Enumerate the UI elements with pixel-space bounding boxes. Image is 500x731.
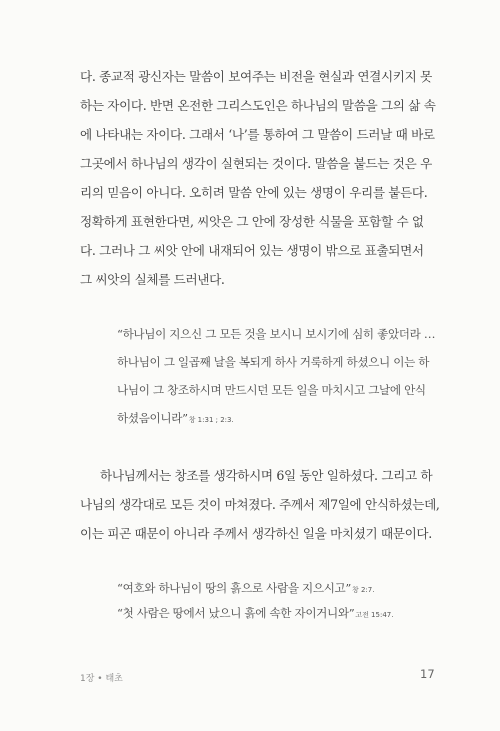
quote1-line-3: 나님이 그 창조하시며 만드시던 모든 일을 마치시고 그날에 안식	[117, 383, 426, 397]
paragraph1-line-2: 하는 자이다. 반면 온전한 그리스도인은 하나님의 말씀을 그의 삶 속	[80, 98, 436, 113]
paragraph1-line-5: 리의 믿음이 아니다. 오히려 말씀 안에 있는 생명이 우리를 붙든다.	[80, 185, 428, 200]
paragraph2-line-3: 이는 피곤 때문이 아니라 주께서 생각하신 일을 마치셨기 때문이다.	[80, 526, 432, 541]
quote1-reference: 창 1:31 ; 2:3.	[188, 416, 234, 424]
paragraph1-line-4: 그곳에서 하나님의 생각이 실현되는 것이다. 말씀을 붙드는 것은 우	[80, 156, 432, 171]
quote1-line-1: “하나님이 지으신 그 모든 것을 보시니 보시기에 심히 좋았더라 …	[117, 327, 436, 341]
quote2-reference-2: 고전 15:47.	[355, 611, 394, 619]
quote2-reference-1: 창 2:7.	[351, 586, 375, 594]
quote1-text-end: 하셨음이니라”	[117, 411, 188, 425]
paragraph1-line-3: 에 나타내는 자이다. 그래서 ‘나’를 통하여 그 말씀이 드러날 때 바로	[80, 127, 435, 142]
quote1-line-2: 하나님이 그 일곱째 날을 복되게 하사 거룩하게 하셨으니 이는 하	[117, 355, 430, 369]
quote1-line-4	[117, 410, 234, 426]
paragraph1-line-7: 다. 그러나 그 씨앗 안에 내재되어 있는 생명이 밖으로 표출되면서	[80, 243, 424, 258]
quote2-text-2: “첫 사람은 땅에서 났으니 흙에 속한 자이거니와”	[117, 606, 355, 620]
quote2-line-2	[117, 605, 393, 621]
paragraph1-line-6: 정확하게 표현한다면, 씨앗은 그 안에 장성한 식물을 포함할 수 없	[80, 214, 424, 229]
quote2-text-1: “여호와 하나님이 땅의 흙으로 사람을 지으시고”	[117, 581, 351, 595]
quote2-line-1	[117, 580, 374, 596]
paragraph1-line-1: 다. 종교적 광신자는 말씀이 보여주는 비전을 현실과 연결시키지 못	[80, 69, 432, 84]
paragraph1-line-8: 그 씨앗의 실체를 드러낸다.	[80, 272, 225, 287]
paragraph2-line-1: 하나님께서는 창조를 생각하시며 6일 동안 일하셨다. 그리고 하	[100, 468, 433, 483]
paragraph2-line-2: 나님의 생각대로 모든 것이 마쳐졌다. 주께서 제7일에 안식하셨는데,	[80, 497, 440, 512]
page-number: 17	[420, 667, 435, 681]
running-footer-chapter: 1장 • 태초	[80, 674, 123, 684]
